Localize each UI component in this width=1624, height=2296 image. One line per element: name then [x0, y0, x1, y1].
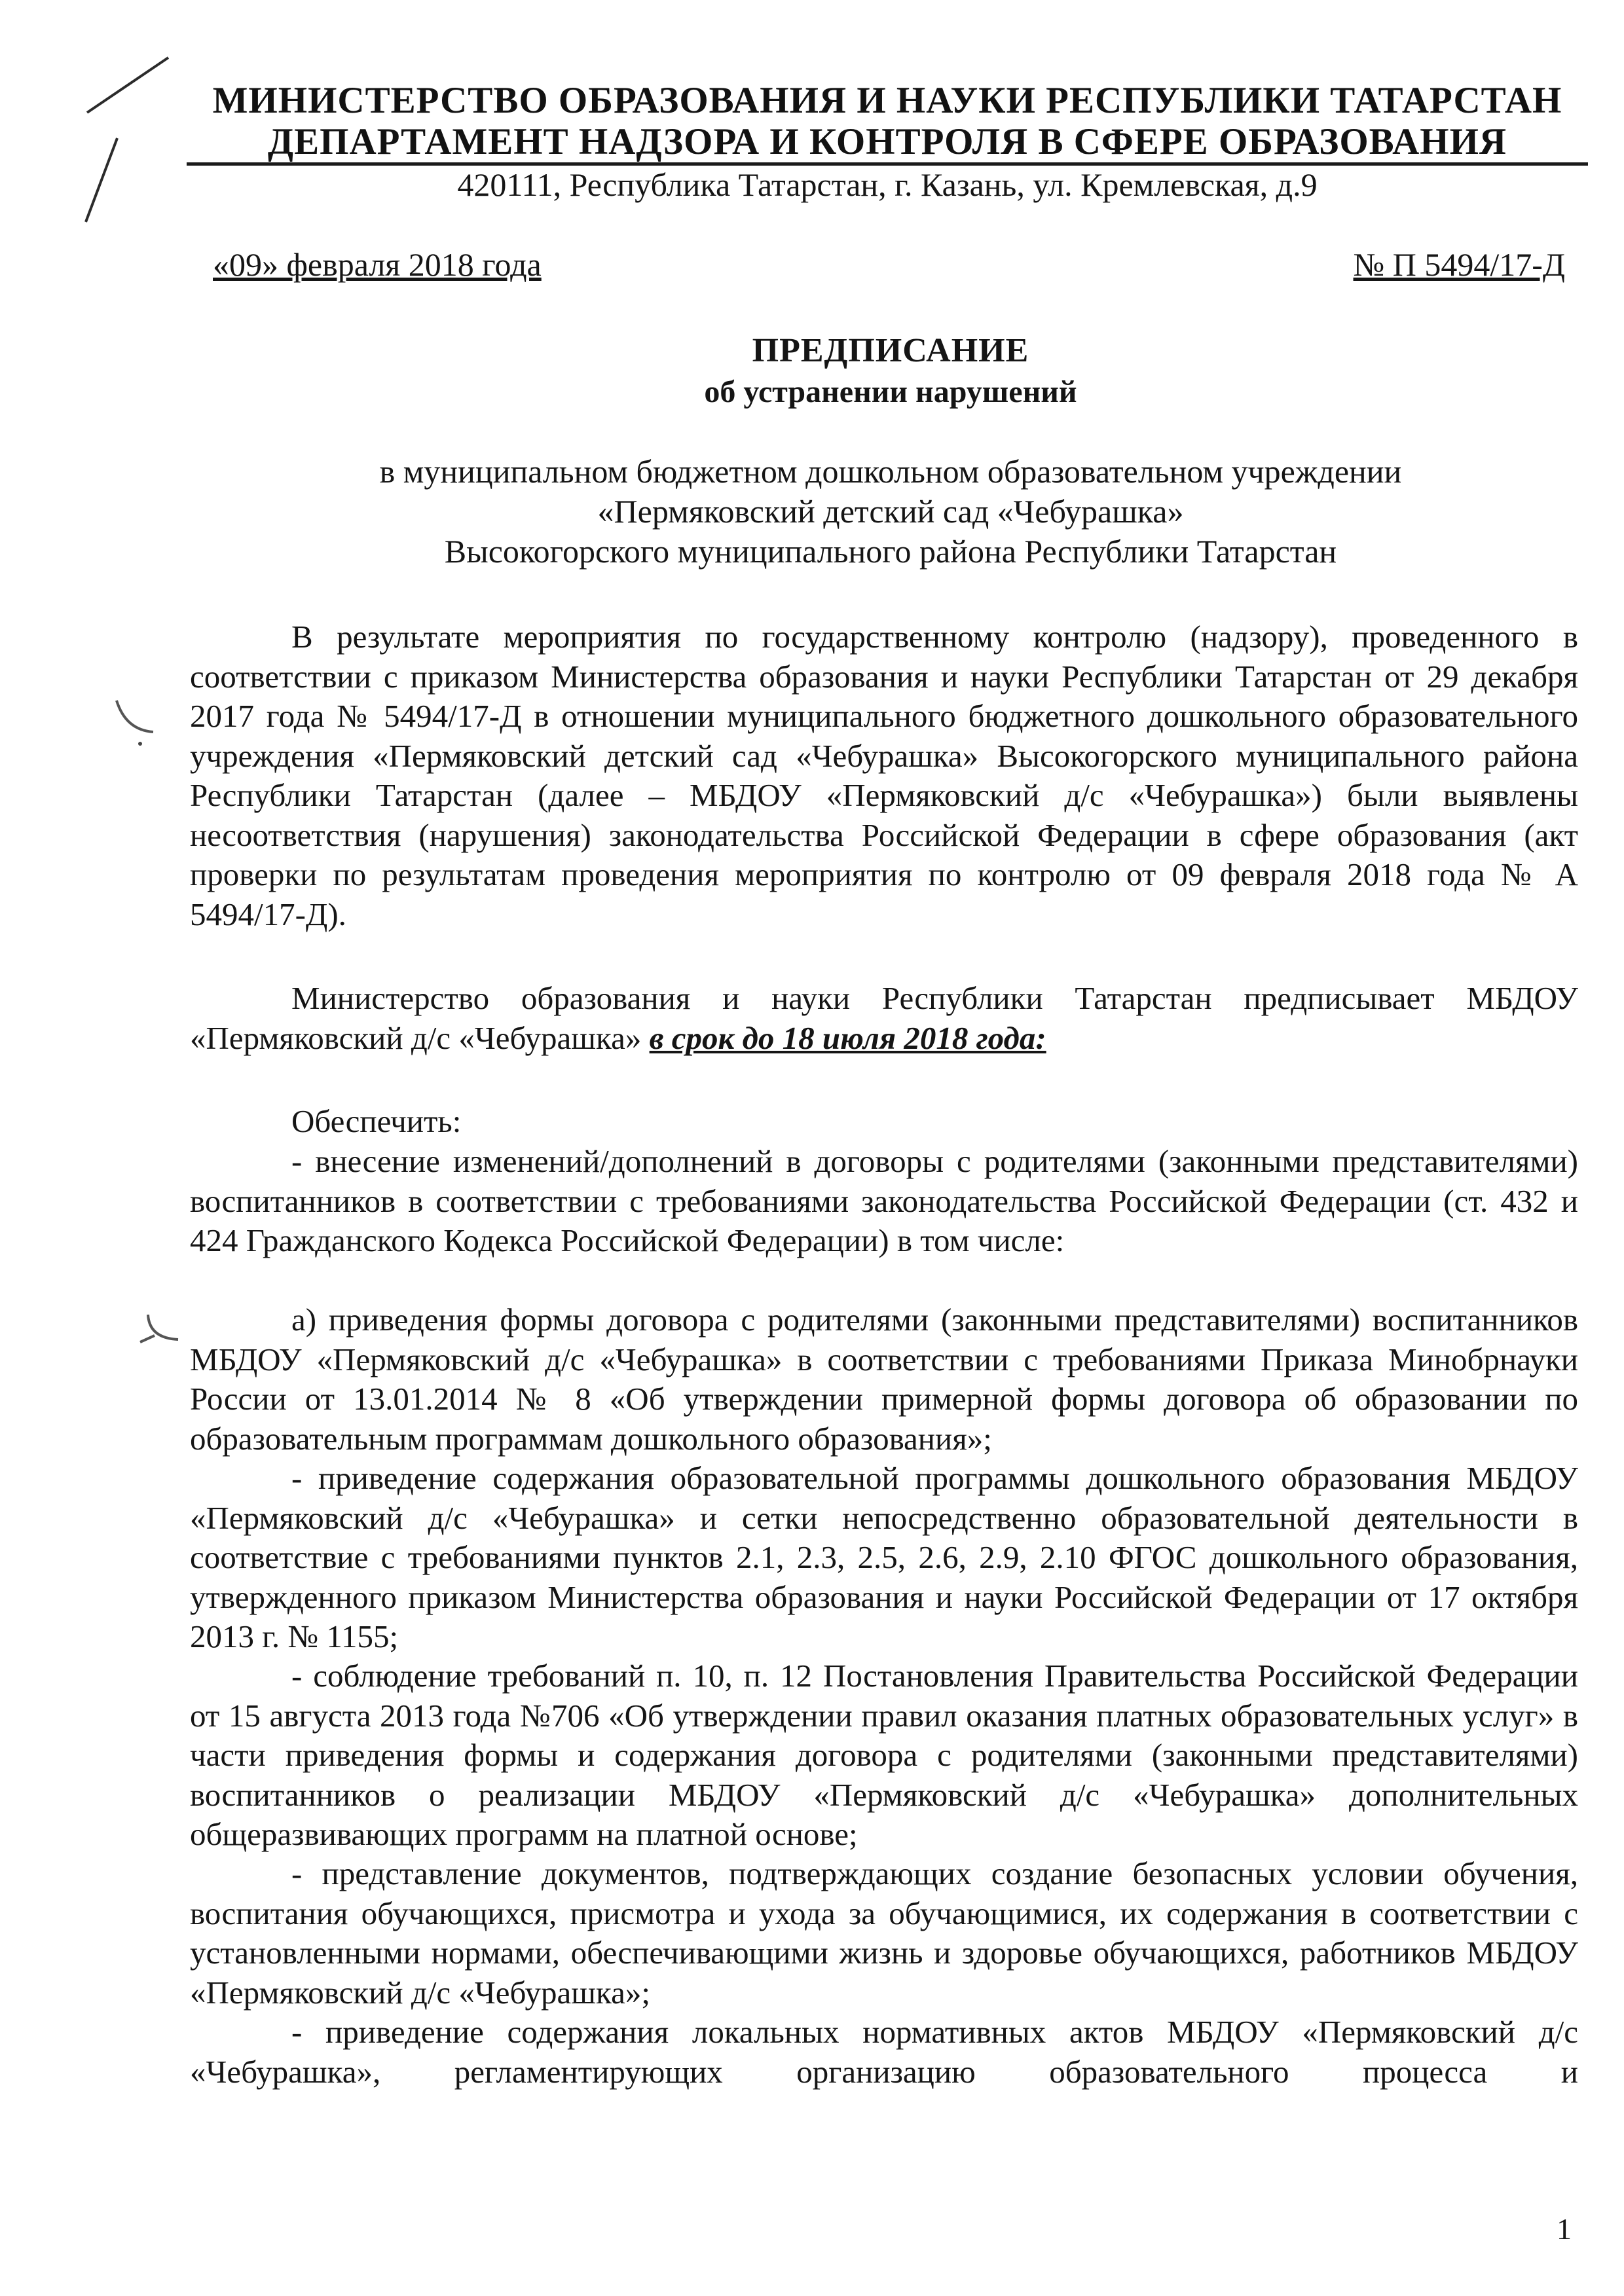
document-subtitle: об устранении нарушений — [704, 374, 1077, 409]
document-title: ПРЕДПИСАНИЕ — [752, 332, 1029, 369]
page-number: 1 — [1557, 2212, 1572, 2246]
pen-mark-top — [82, 52, 174, 118]
document-number: № П 5494/17-Д — [1353, 246, 1565, 283]
list-item-text: - внесение изменений/дополнений в договоры с родителями (законными представителями) воспитанников в соответствии с требованиями законодательства Российской Федерации (ст. 432 и 424 Гражданского Кодекса Российской Федерации) в том числе: — [190, 1143, 1578, 1258]
list-item — [190, 1656, 1578, 1855]
list-item — [190, 1459, 1578, 1657]
institution-line-2: «Пермяковский детский сад «Чебурашка» — [597, 493, 1184, 530]
paragraph-prescription — [190, 979, 1578, 1058]
institution-line-3: Высокогорского муниципального района Республики Татарстан — [444, 533, 1337, 570]
list-item — [190, 1300, 1578, 1459]
address: 420111, Республика Татарстан, г. Казань, ул. Кремлевская, д.9 — [457, 166, 1318, 203]
list-item — [190, 2013, 1578, 2092]
paragraph-inspection-text: В результате мероприятия по государственному контролю (надзору), проведенного в соответствии с приказом Министерства образования и науки Республики Татарстан от 29 декабря 2017 года № 5494/17-Д в отношении муниципального бюджетного дошкольного образовательного учреждения «Пермяковский детский сад «Чебурашка» Высокогорского муниципального района Республики Татарстан (далее – МБДОУ «Пермяковский д/с «Чебурашка») были выявлены несоответствия (нарушения) законодательства Российской Федерации в сфере образования (акт проверки по результатам проведения мероприятия по контролю от 09 февраля 2018 года № А 5494/17-Д). — [190, 619, 1578, 932]
list-item — [190, 1854, 1578, 2013]
document-date: «09» февраля 2018 года — [213, 246, 542, 283]
list-item-text: - соблюдение требований п. 10, п. 12 Постановления Правительства Российской Федерации от 15 августа 2013 года №706 «Об утверждении правил оказания платных образовательных услуг» в части приведения формы и содержания договора с родителями (законными представителями) воспитанников о реализации МБДОУ «Пермяковский д/с «Чебурашка» дополнительных общеразвивающих программ на платной основе; — [190, 1658, 1578, 1852]
ensure-label: Обеспечить: — [291, 1103, 462, 1139]
prescription-text: Министерство образования и науки Республики Татарстан предписывает МБДОУ «Пермяковский д/с «Чебурашка» — [190, 980, 1578, 1056]
ministry-name: МИНИСТЕРСТВО ОБРАЗОВАНИЯ И НАУКИ РЕСПУБЛИКИ ТАТАРСТАН — [212, 80, 1562, 121]
list-item-text: - приведение содержания локальных нормативных актов МБДОУ «Пермяковский д/с «Чебурашка», регламентирующих организацию образовательного процесса и — [190, 2014, 1578, 2090]
ensure-heading — [190, 1102, 1578, 1142]
pen-mark-bottom — [82, 134, 121, 226]
institution-line-1: в муниципальном бюджетном дошкольном образовательном учреждении — [379, 453, 1402, 490]
department-name: ДЕПАРТАМЕНТ НАДЗОРА И КОНТРОЛЯ В СФЕРЕ ОБРАЗОВАНИЯ — [267, 121, 1507, 162]
list-item-text: - представление документов, подтверждающих создание безопасных условии обучения, воспитания обучающихся, присмотра и ухода за обучающимися, их содержания в соответствии с установленными нормами, обеспечивающими жизнь и здоровье обучающихся, работников МБДОУ «Пермяковский д/с «Чебурашка»; — [190, 1855, 1578, 2011]
list-item — [190, 1142, 1578, 1261]
hole-punch-mark-upper — [111, 694, 164, 746]
deadline-text: в срок до 18 июля 2018 года: — [649, 1019, 1046, 1056]
list-item-text: - приведение содержания образовательной программы дошкольного образования МБДОУ «Пермяковский д/с «Чебурашка» и сетки непосредственно образовательной деятельности в соответствие с требованиями пунктов 2.1, 2.3, 2.5, 2.6, 2.9, 2.10 ФГОС дошкольного образования, утвержденного приказом Министерства образования и науки Российской Федерации от 17 октября 2013 г. № 1155; — [190, 1460, 1578, 1654]
list-item-text: а) приведения формы договора с родителями (законными представителями) воспитанников МБДОУ «Пермяковский д/с «Чебурашка» в соответствии с требованиями Приказа Минобрнауки России от 13.01.2014 № 8 «Об утверждении примерной формы договора об образовании по образовательным программам дошкольного образования»; — [190, 1302, 1578, 1457]
hole-punch-mark-lower — [138, 1309, 196, 1368]
paragraph-inspection-result — [190, 617, 1578, 934]
